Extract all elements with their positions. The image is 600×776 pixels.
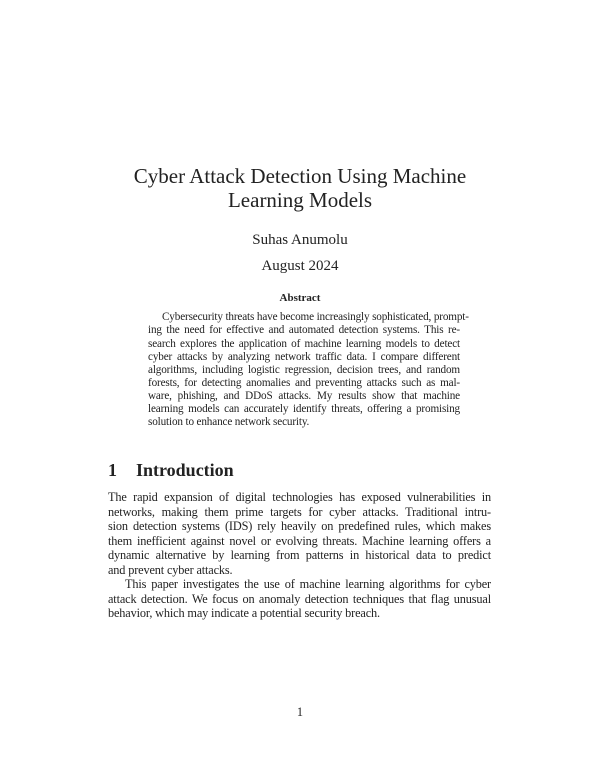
body-line: sion detection systems (IDS) rely heavily on predefined rules, which makes	[108, 519, 491, 533]
abstract-line: algorithms, including logistic regression, decision trees, and random	[148, 364, 460, 376]
abstract-heading: Abstract	[279, 292, 321, 304]
abstract-line: forests, for detecting anomalies and preventing attacks such as mal-	[148, 377, 460, 389]
body-line: This paper investigates the use of machine learning algorithms for cyber	[125, 577, 491, 591]
body-line: attack detection. We focus on anomaly detection techniques that flag unusual	[108, 592, 491, 606]
abstract-line: cyber attacks by analyzing network traffic data. I compare different	[148, 351, 460, 363]
abstract-line: ing the need for effective and automated detection systems. This re-	[148, 324, 460, 336]
title-line-1: Cyber Attack Detection Using Machine	[133, 164, 467, 188]
abstract-line: ware, phishing, and DDoS attacks. My results show that machine	[148, 390, 460, 402]
body-line: networks, making them prime targets for cyber attacks. Traditional intru-	[108, 505, 491, 519]
abstract-line: learning models can accurately identify threats, offering a promising	[148, 403, 460, 415]
author: Suhas Anumolu	[252, 232, 348, 248]
body-line: and prevent cyber attacks.	[108, 563, 233, 577]
abstract-line: search explores the application of machine learning models to detect	[148, 338, 460, 350]
body-line: them inefficient against novel or evolving threats. Machine learning offers a	[108, 534, 491, 548]
abstract-line: solution to enhance network security.	[148, 416, 310, 428]
section-title: Introduction	[136, 460, 234, 480]
page-number: 1	[296, 705, 304, 719]
abstract-line: Cybersecurity threats have become increasingly sophisticated, prompt-	[162, 311, 469, 323]
body-line: behavior, which may indicate a potential security breach.	[108, 606, 380, 620]
date: August 2024	[261, 258, 339, 274]
title-line-2: Learning Models	[227, 188, 373, 212]
body-line: dynamic alternative by learning from patterns in historical data to predict	[108, 548, 491, 562]
body-line: The rapid expansion of digital technologies has exposed vulnerabilities in	[108, 490, 491, 504]
section-number: 1	[108, 460, 117, 480]
